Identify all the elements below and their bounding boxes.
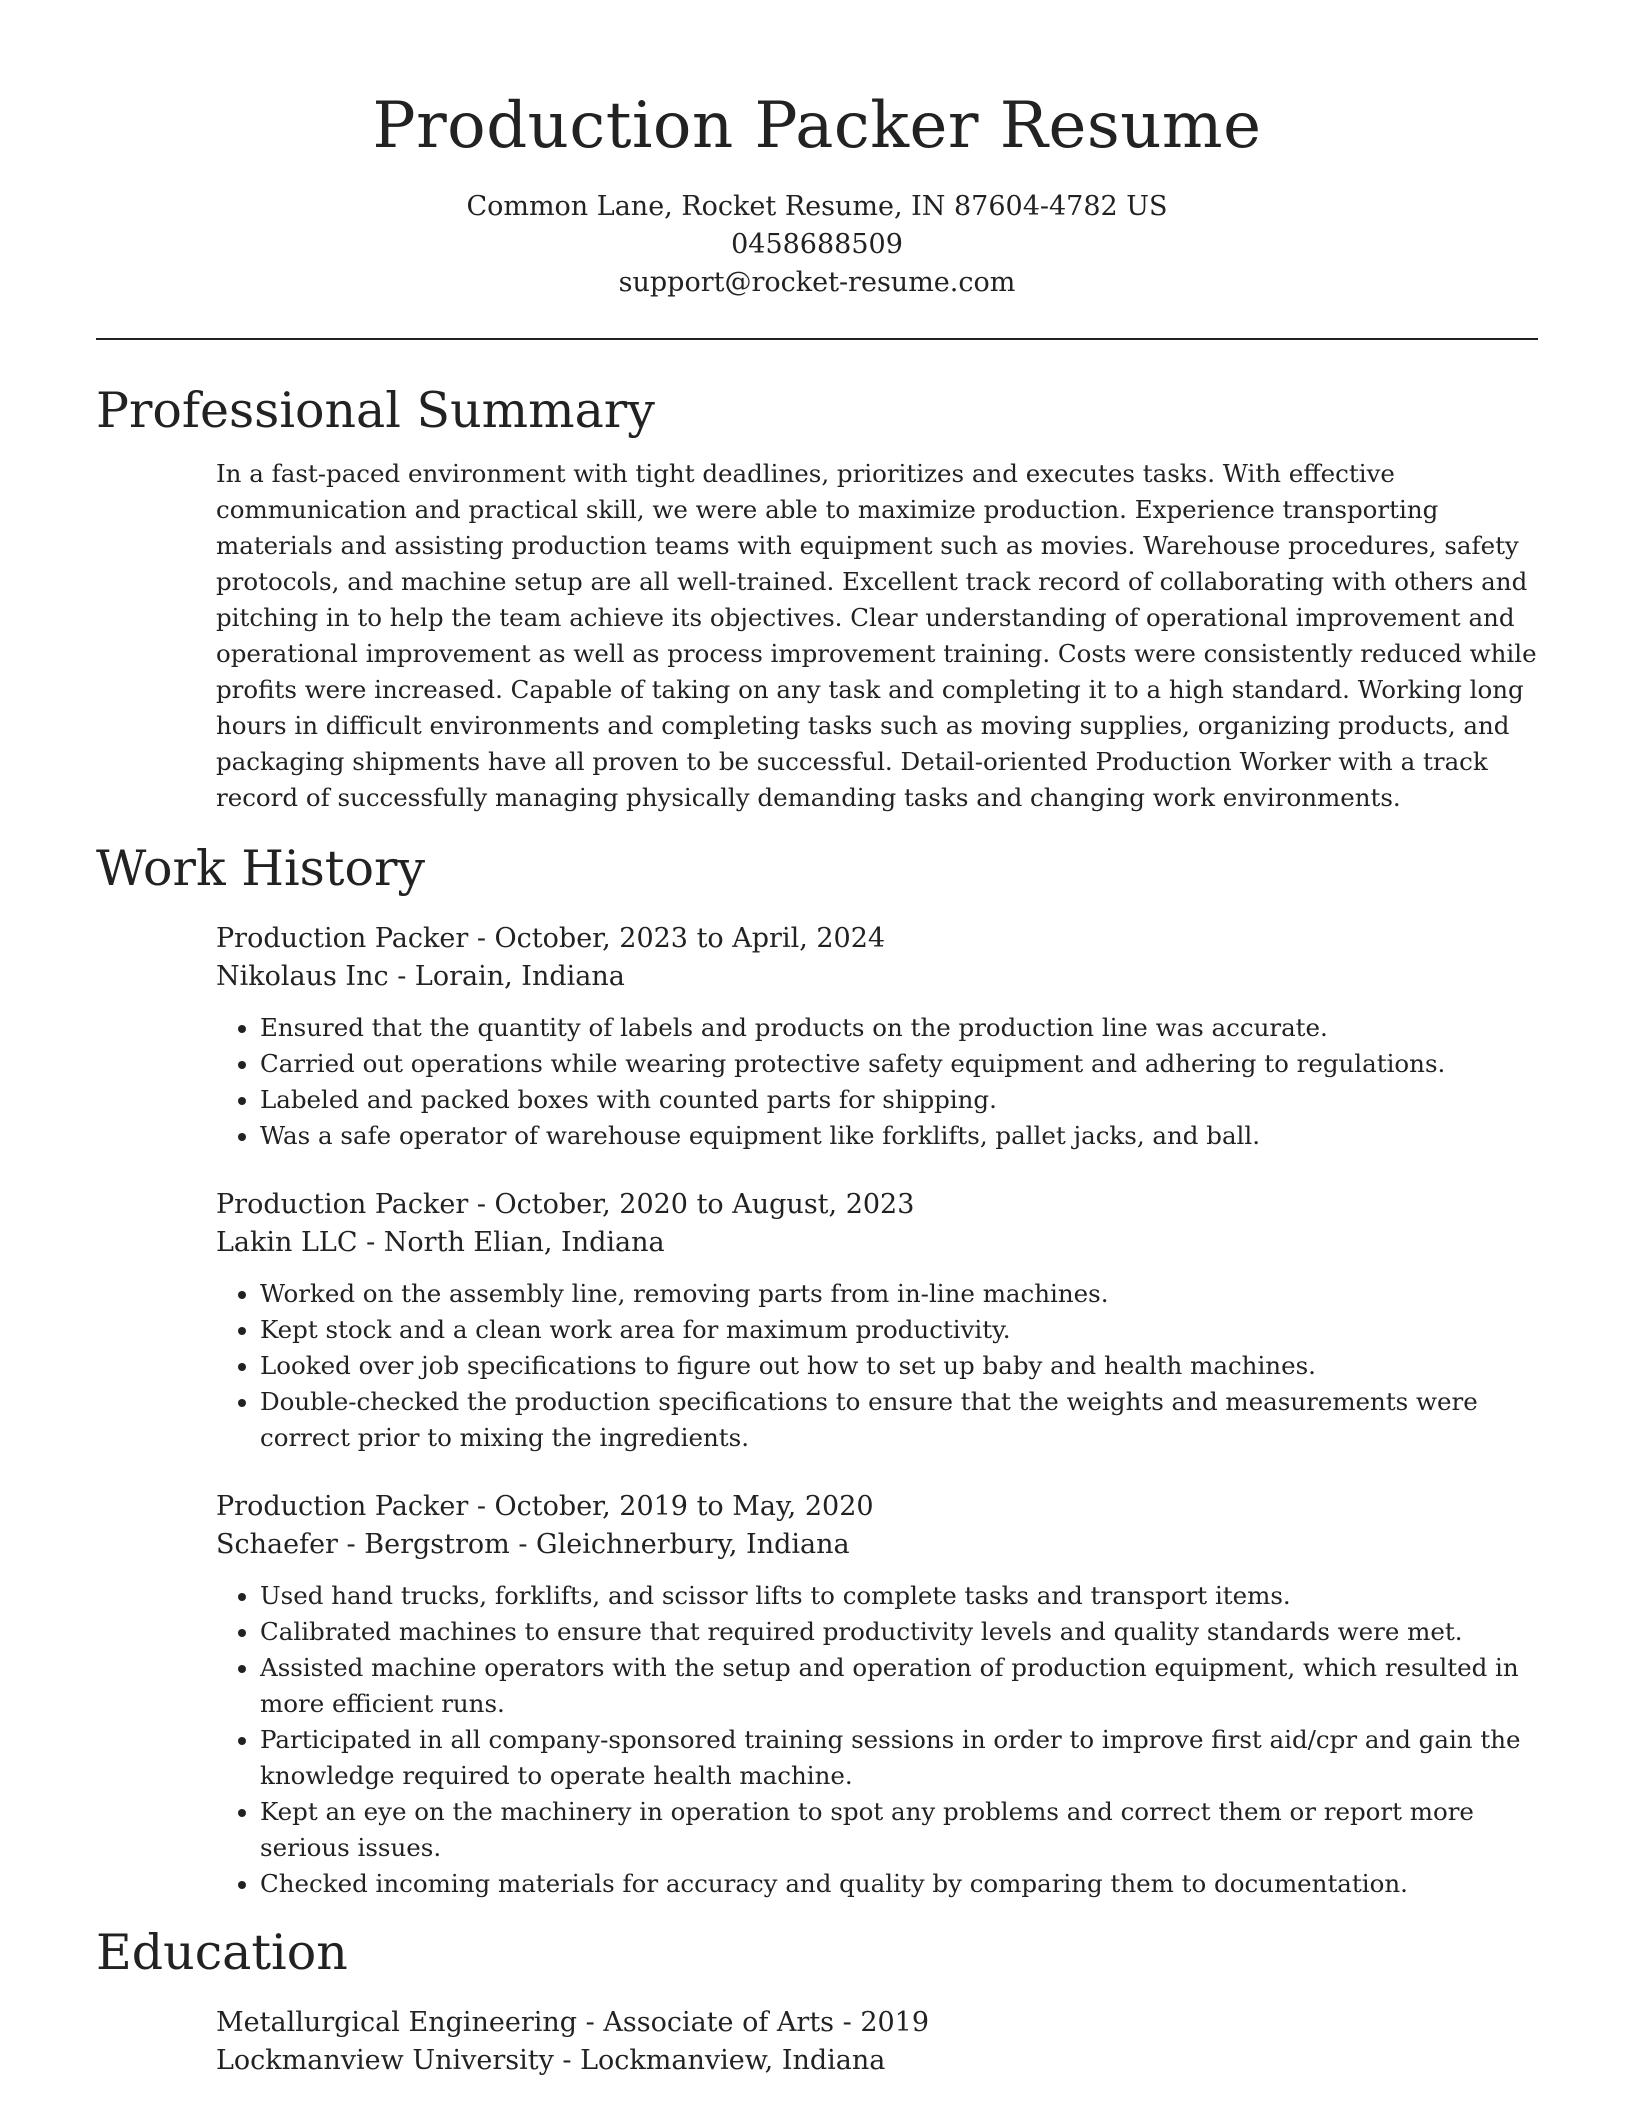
work-history-section (96, 838, 1538, 1902)
job-bullet: • Was a safe operator of warehouse equipment like forklifts, pallet jacks, and ball. (260, 1118, 1538, 1154)
section-heading-education: Education (96, 1924, 348, 1981)
professional-summary-section (96, 380, 1538, 816)
job-company-line: Schaefer - Bergstrom - Gleichnerbury, Indiana (216, 1529, 850, 1560)
job-entry (216, 1488, 1538, 1902)
job-company-line: Lakin LLC - North Elian, Indiana (216, 1227, 665, 1258)
job-title-line: Production Packer - October, 2019 to May, 2020 (216, 1491, 874, 1522)
resume-header (96, 0, 1538, 302)
job-entry (216, 1186, 1538, 1456)
contact-block (96, 188, 1538, 302)
contact-phone: 0458688509 (731, 229, 903, 260)
job-bullet: • Looked over job specifications to figure out how to set up baby and health machines. (260, 1348, 1538, 1384)
contact-address: Common Lane, Rocket Resume, IN 87604-4782 US (466, 191, 1168, 222)
job-company-line: Nikolaus Inc - Lorain, Indiana (216, 961, 625, 992)
section-heading-summary: Professional Summary (96, 382, 655, 439)
job-bullet: • Used hand trucks, forklifts, and scissor lifts to complete tasks and transport items. (260, 1578, 1538, 1614)
summary-text: In a fast-paced environment with tight deadlines, prioritizes and executes tasks. With effective communication and practical skill, we were able to maximize production. Experience transporting materials and assisting production teams with equipment such as movies. Warehouse procedures, safety protocols, and machine setup are all well-trained. Excellent track record of collaborating with others and pitching in to help the team achieve its objectives. Clear understanding of operational improvement and operational improvement as well as process improvement training. Costs were consistently reduced while profits were increased. Capable of taking on any task and completing it to a high standard. Working long hours in difficult environments and completing tasks such as moving supplies, organizing products, and packaging shipments have all proven to be successful. Detail-oriented Production Worker with a track record of successfully managing physically demanding tasks and changing work environments. (216, 459, 1537, 812)
section-heading-work: Work History (96, 840, 426, 897)
resume-title: Production Packer Resume (372, 89, 1262, 163)
job-title-line: Production Packer - October, 2020 to August, 2023 (216, 1189, 915, 1220)
education-entry (216, 2004, 1538, 2080)
job-title-line: Production Packer - October, 2023 to April, 2024 (216, 923, 886, 954)
contact-email: support@rocket-resume.com (618, 267, 1016, 298)
job-bullet: • Carried out operations while wearing protective safety equipment and adhering to regulations. (260, 1046, 1538, 1082)
job-bullet: • Kept stock and a clean work area for maximum productivity. (260, 1312, 1538, 1348)
header-divider (96, 338, 1538, 340)
job-bullets (216, 1010, 1538, 1154)
job-bullet: • Ensured that the quantity of labels and products on the production line was accurate. (260, 1010, 1538, 1046)
education-school-line: Lockmanview University - Lockmanview, Indiana (216, 2045, 886, 2076)
job-entry (216, 920, 1538, 1154)
job-bullet: • Kept an eye on the machinery in operation to spot any problems and correct them or report more serious issues. (260, 1794, 1538, 1866)
job-bullet: • Calibrated machines to ensure that required productivity levels and quality standards were met. (260, 1614, 1538, 1650)
job-bullet: • Assisted machine operators with the setup and operation of production equipment, which resulted in more efficient runs. (260, 1650, 1538, 1722)
job-bullet: • Participated in all company-sponsored training sessions in order to improve first aid/cpr and gain the knowledge required to operate health machine. (260, 1722, 1538, 1794)
job-bullet: • Checked incoming materials for accuracy and quality by comparing them to documentation. (260, 1866, 1538, 1902)
education-section (96, 1922, 1538, 2080)
education-degree-line: Metallurgical Engineering - Associate of Arts - 2019 (216, 2007, 930, 2038)
job-bullet: • Double-checked the production specifications to ensure that the weights and measurements were correct prior to mixing the ingredients. (260, 1384, 1538, 1456)
job-bullet: • Labeled and packed boxes with counted parts for shipping. (260, 1082, 1538, 1118)
job-bullets (216, 1276, 1538, 1456)
job-bullet: • Worked on the assembly line, removing parts from in-line machines. (260, 1276, 1538, 1312)
job-bullets (216, 1578, 1538, 1902)
resume-page (96, 0, 1538, 2080)
